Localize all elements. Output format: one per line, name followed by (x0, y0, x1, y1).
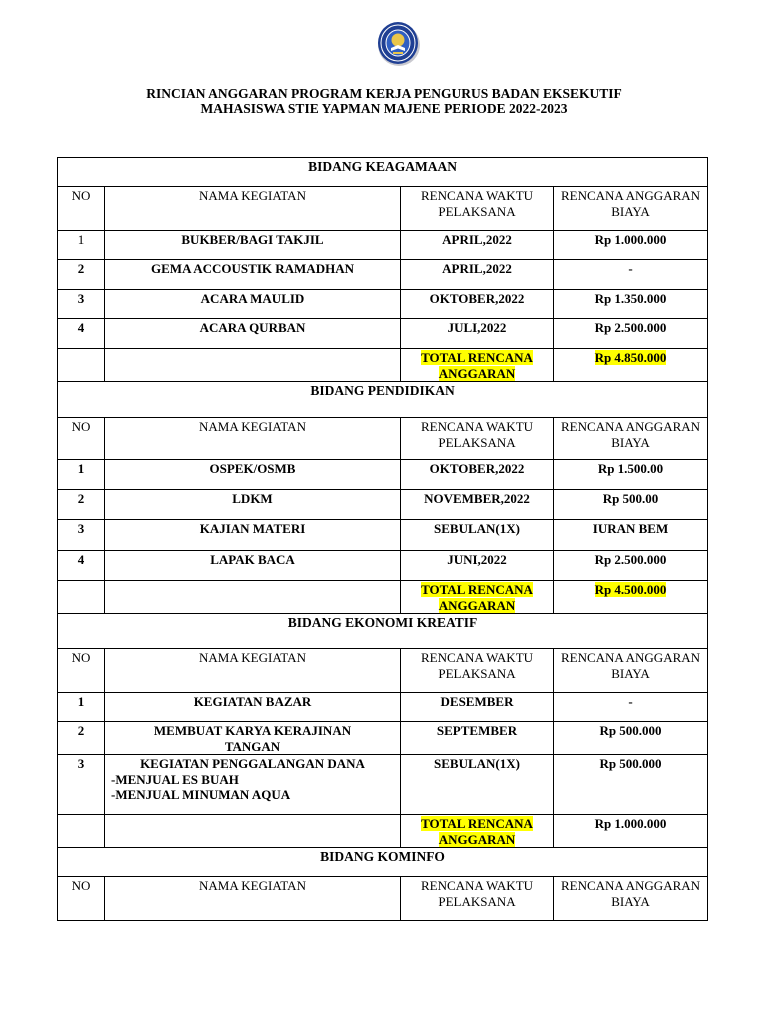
institution-logo (376, 21, 422, 67)
row-waktu: NOVEMBER,2022 (401, 490, 554, 520)
row-waktu: SEPTEMBER (401, 722, 554, 755)
row-nama: ACARA QURBAN (105, 319, 401, 349)
row-biaya: Rp 2.500.000 (554, 319, 708, 349)
section-title: BIDANG KEAGAMAAN (58, 158, 708, 187)
header-waktu: RENCANA WAKTU PELAKSANA (401, 187, 554, 231)
total-row (58, 349, 708, 382)
row-nama: LDKM (105, 490, 401, 520)
header-waktu: RENCANA WAKTU PELAKSANA (401, 877, 554, 921)
header-nama: NAMA KEGIATAN (105, 877, 401, 921)
row-no: 4 (58, 551, 105, 581)
row-biaya: IURAN BEM (554, 520, 708, 551)
section-title: BIDANG KOMINFO (58, 848, 708, 877)
total-label: TOTAL RENCANA ANGGARAN (421, 582, 533, 613)
row-waktu: SEBULAN(1X) (401, 755, 554, 815)
total-row (58, 815, 708, 848)
row-no: 4 (58, 319, 105, 349)
header-biaya: RENCANA ANGGARAN BIAYA (554, 187, 708, 231)
row-no: 3 (58, 755, 105, 815)
budget-table (57, 157, 708, 921)
title-line-2: MAHASISWA STIE YAPMAN MAJENE PERIODE 2022-2023 (200, 101, 568, 116)
row-nama-cell (105, 755, 401, 815)
header-no: NO (58, 418, 105, 460)
row-waktu: JULI,2022 (401, 319, 554, 349)
table-row (58, 755, 708, 815)
row-no: 2 (58, 490, 105, 520)
header-waktu: RENCANA WAKTU PELAKSANA (401, 418, 554, 460)
table-row (58, 490, 708, 520)
row-biaya: Rp 500.000 (554, 755, 708, 815)
row-biaya: - (554, 693, 708, 722)
total-label: TOTAL RENCANA ANGGARAN (421, 816, 533, 847)
row-nama: KEGIATAN BAZAR (105, 693, 401, 722)
table-row (58, 520, 708, 551)
section-header-row (58, 848, 708, 877)
column-header-row (58, 418, 708, 460)
row-waktu: APRIL,2022 (401, 260, 554, 290)
row-waktu: JUNI,2022 (401, 551, 554, 581)
row-waktu: DESEMBER (401, 693, 554, 722)
header-no: NO (58, 877, 105, 921)
total-value: Rp 4.850.000 (594, 350, 667, 365)
table-row (58, 722, 708, 755)
row-nama-sub: -MENJUAL MINUMAN AQUA (111, 787, 291, 802)
table-row (58, 260, 708, 290)
total-value: Rp 4.500.000 (594, 582, 667, 597)
title-line-1: RINCIAN ANGGARAN PROGRAM KERJA PENGURUS BADAN EKSEKUTIF (146, 86, 622, 101)
row-no: 3 (58, 520, 105, 551)
section-header-row (58, 158, 708, 187)
column-header-row (58, 649, 708, 693)
header-nama: NAMA KEGIATAN (105, 418, 401, 460)
table-row (58, 231, 708, 260)
total-label: TOTAL RENCANA ANGGARAN (421, 350, 533, 381)
row-nama-sub: -MENJUAL ES BUAH (111, 771, 239, 787)
table-row (58, 319, 708, 349)
row-no: 2 (58, 722, 105, 755)
section-header-row (58, 382, 708, 418)
header-biaya: RENCANA ANGGARAN BIAYA (554, 649, 708, 693)
document-title (0, 86, 768, 116)
row-nama: KAJIAN MATERI (105, 520, 401, 551)
row-no: 3 (58, 290, 105, 319)
section-title: BIDANG EKONOMI KREATIF (58, 614, 708, 649)
table-row (58, 693, 708, 722)
header-nama: NAMA KEGIATAN (105, 649, 401, 693)
table-row (58, 551, 708, 581)
header-no: NO (58, 187, 105, 231)
row-no: 1 (58, 693, 105, 722)
row-biaya: Rp 1.000.000 (554, 231, 708, 260)
row-biaya: Rp 500.00 (554, 490, 708, 520)
row-nama: OSPEK/OSMB (105, 460, 401, 490)
row-nama: ACARA MAULID (105, 290, 401, 319)
row-nama: MEMBUAT KARYA KERAJINAN TANGAN (105, 722, 401, 755)
row-nama: BUKBER/BAGI TAKJIL (105, 231, 401, 260)
row-no: 1 (58, 460, 105, 490)
table-row (58, 460, 708, 490)
row-no: 1 (58, 231, 105, 260)
section-title: BIDANG PENDIDIKAN (58, 382, 708, 418)
row-biaya: Rp 1.350.000 (554, 290, 708, 319)
table-row (58, 290, 708, 319)
header-no: NO (58, 649, 105, 693)
section-header-row (58, 614, 708, 649)
header-nama: NAMA KEGIATAN (105, 187, 401, 231)
row-biaya: Rp 2.500.000 (554, 551, 708, 581)
row-biaya: Rp 1.500.00 (554, 460, 708, 490)
row-waktu: SEBULAN(1X) (401, 520, 554, 551)
header-waktu: RENCANA WAKTU PELAKSANA (401, 649, 554, 693)
row-biaya: Rp 500.000 (554, 722, 708, 755)
row-nama: LAPAK BACA (105, 551, 401, 581)
row-waktu: OKTOBER,2022 (401, 460, 554, 490)
column-header-row (58, 877, 708, 921)
column-header-row (58, 187, 708, 231)
total-row (58, 581, 708, 614)
header-biaya: RENCANA ANGGARAN BIAYA (554, 418, 708, 460)
row-no: 2 (58, 260, 105, 290)
row-waktu: APRIL,2022 (401, 231, 554, 260)
header-biaya: RENCANA ANGGARAN BIAYA (554, 877, 708, 921)
row-nama: GEMA ACCOUSTIK RAMADHAN (105, 260, 401, 290)
row-nama: KEGIATAN PENGGALANGAN DANA (140, 756, 365, 771)
total-value: Rp 1.000.000 (554, 815, 708, 848)
row-waktu: OKTOBER,2022 (401, 290, 554, 319)
row-biaya: - (554, 260, 708, 290)
